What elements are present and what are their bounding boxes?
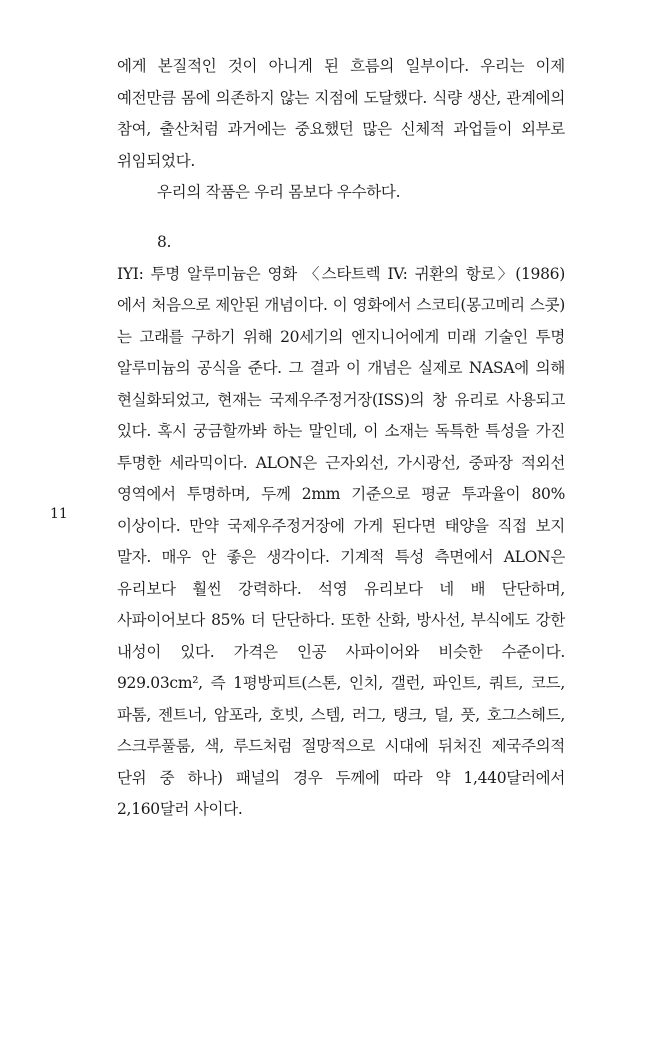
endnote [117,227,565,826]
page-number: 11 [50,506,68,522]
paragraph-continuation: 에게 본질적인 것이 아니게 된 흐름의 일부이다. 우리는 이제 예전만큼 몸에 의존하지 않는 지점에 도달했다. 식량 생산, 관계에의 참여, 출산처럼 과거에는 중요했던 많은 신체적 과업들이 외부로 위임되었다. [117,57,565,170]
note-text: IYI: 투명 알루미늄은 영화 〈스타트렉 IV: 귀환의 항로〉(1986)에서 처음으로 제안된 개념이다. 이 영화에서 스코티(몽고메리 스콧)는 고래를 구하기 위해 20세기의 엔지니어에게 미래 기술인 투명 알루미늄의 공식을 준다. 그 결과 이 개념은 실제로 NASA에 의해 현실화되었고, 현재는 국제우주정거장(ISS)의 창 유리로 사용되고 있다. 혹시 궁금할까봐 하는 말인데, 이 소재는 독특한 특성을 가진 투명한 세라믹이다. ALON은 근자외선, 가시광선, 중파장 적외선 영역에서 투명하며, 두께 2mm 기준으로 평균 투과율이 80% 이상이다. 만약 국제우주정거장에 가게 된다면 태양을 직접 보지 말자. 매우 안 좋은 생각이다. 기계적 특성 측면에서 ALON은 유리보다 훨씬 강력하다. 석영 유리보다 네 배 단단하며, 사파이어보다 85% 더 단단하다. 또한 산화, 방사선, 부식에도 강한 내성이 있다. 가격은 인공 사파이어와 비슷한 수준이다. 929.03cm², 즉 1평방피트(스톤, 인치, 갤런, 파인트, 쿼트, 코드, 파톰, 젠트너, 암포라, 호빗, 스템, 러그, 탱크, 덜, 풋, 호그스헤드, 스크루풀룸, 색, 루드처럼 절망적으로 시대에 뒤처진 제국주의적 단위 중 하나) 패널의 경우 두께에 따라 약 1,440달러에서 2,160달러 사이다. [117,264,565,818]
main-text [117,51,565,209]
note-number: 8. [157,233,172,251]
paragraph-closing: 우리의 작품은 우리 몸보다 우수하다. [157,183,401,201]
